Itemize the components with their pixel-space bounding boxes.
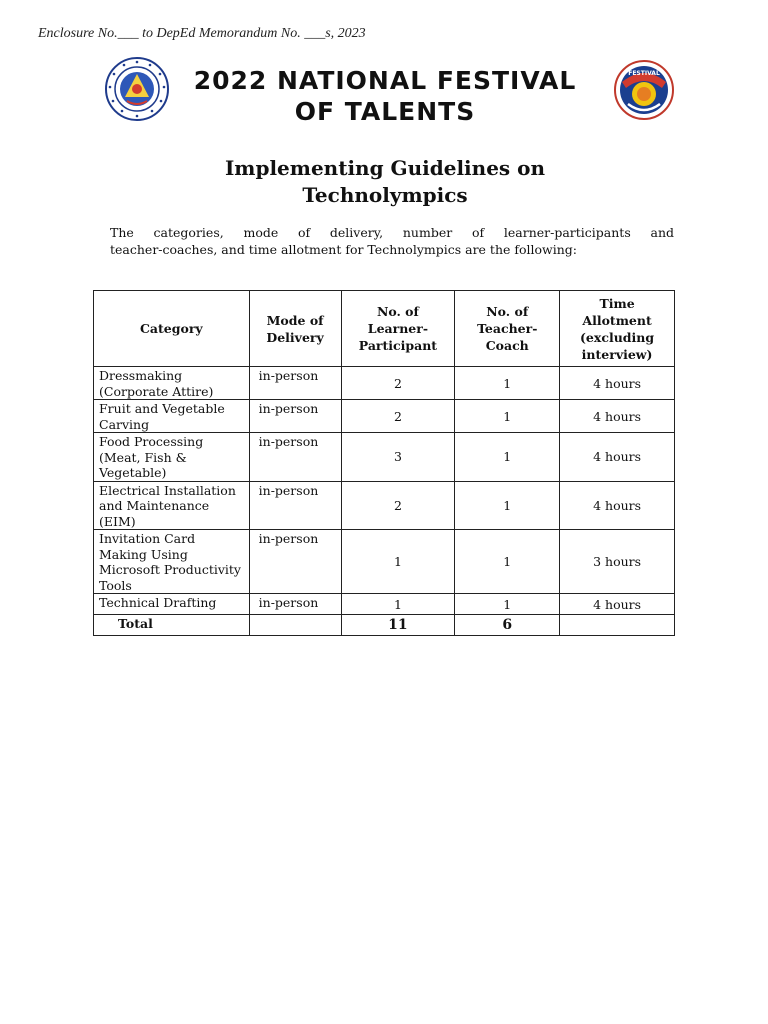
total-mode-cell (249, 615, 341, 636)
technolympics-table (93, 290, 675, 636)
subtitle (180, 155, 590, 209)
mode-cell: in-person (249, 530, 341, 594)
category-cell: Food Processing (Meat, Fish & Vegetable) (94, 433, 250, 482)
subtitle-line-1: Implementing Guidelines on (224, 156, 546, 180)
table-row (94, 367, 675, 400)
category-cell: Invitation Card Making Using Microsoft Productivity Tools (94, 530, 250, 594)
category-cell: Dressmaking (Corporate Attire) (94, 367, 250, 400)
col-header-learner: No. of Learner-Participant (341, 291, 455, 367)
mode-cell: in-person (249, 367, 341, 400)
mode-cell: in-person (249, 594, 341, 615)
intro-paragraph (110, 224, 674, 258)
table-row (94, 433, 675, 482)
subtitle-line-2: Technolympics (302, 183, 468, 207)
col-header-teacher: No. of Teacher-Coach (455, 291, 560, 367)
learner-cell: 3 (341, 433, 455, 482)
teacher-cell: 1 (455, 367, 560, 400)
time-cell: 4 hours (560, 433, 675, 482)
table-row (94, 530, 675, 594)
festival-logo-icon (614, 60, 674, 120)
time-cell: 4 hours (560, 594, 675, 615)
category-cell: Fruit and Vegetable Carving (94, 400, 250, 433)
learner-cell: 2 (341, 400, 455, 433)
table-row (94, 481, 675, 530)
teacher-cell: 1 (455, 400, 560, 433)
intro-line-1: The categories, mode of delivery, number of learner-participants and (110, 225, 674, 240)
time-cell: 4 hours (560, 481, 675, 530)
teacher-cell: 1 (455, 530, 560, 594)
title-line-2: OF TALENTS (294, 97, 476, 126)
total-label: Total (94, 615, 250, 636)
learner-cell: 2 (341, 481, 455, 530)
total-row (94, 615, 675, 636)
total-time-cell (560, 615, 675, 636)
mode-cell: in-person (249, 400, 341, 433)
total-teacher: 6 (455, 615, 560, 636)
table-row (94, 594, 675, 615)
category-cell: Electrical Installation and Maintenance (EIM) (94, 481, 250, 530)
mode-cell: in-person (249, 481, 341, 530)
time-cell: 4 hours (560, 367, 675, 400)
col-header-time: Time Allotment (excluding interview) (560, 291, 675, 367)
time-cell: 3 hours (560, 530, 675, 594)
svg-text:FESTIVAL: FESTIVAL (628, 70, 660, 77)
col-header-category: Category (94, 291, 250, 367)
enclosure-note: Enclosure No.___ to DepEd Memorandum No. ___s, 2023 (38, 26, 366, 41)
teacher-cell: 1 (455, 594, 560, 615)
learner-cell: 2 (341, 367, 455, 400)
table-row (94, 400, 675, 433)
learner-cell: 1 (341, 594, 455, 615)
deped-seal-icon (105, 57, 169, 121)
teacher-cell: 1 (455, 481, 560, 530)
intro-line-2: teacher-coaches, and time allotment for Technolympics are the following: (110, 242, 577, 257)
category-cell: Technical Drafting (94, 594, 250, 615)
total-learner: 11 (341, 615, 455, 636)
teacher-cell: 1 (455, 433, 560, 482)
mode-cell: in-person (249, 433, 341, 482)
page-title (180, 65, 590, 127)
learner-cell: 1 (341, 530, 455, 594)
time-cell: 4 hours (560, 400, 675, 433)
header-row (94, 291, 675, 367)
col-header-mode: Mode of Delivery (249, 291, 341, 367)
title-line-1: 2022 NATIONAL FESTIVAL (193, 66, 577, 95)
